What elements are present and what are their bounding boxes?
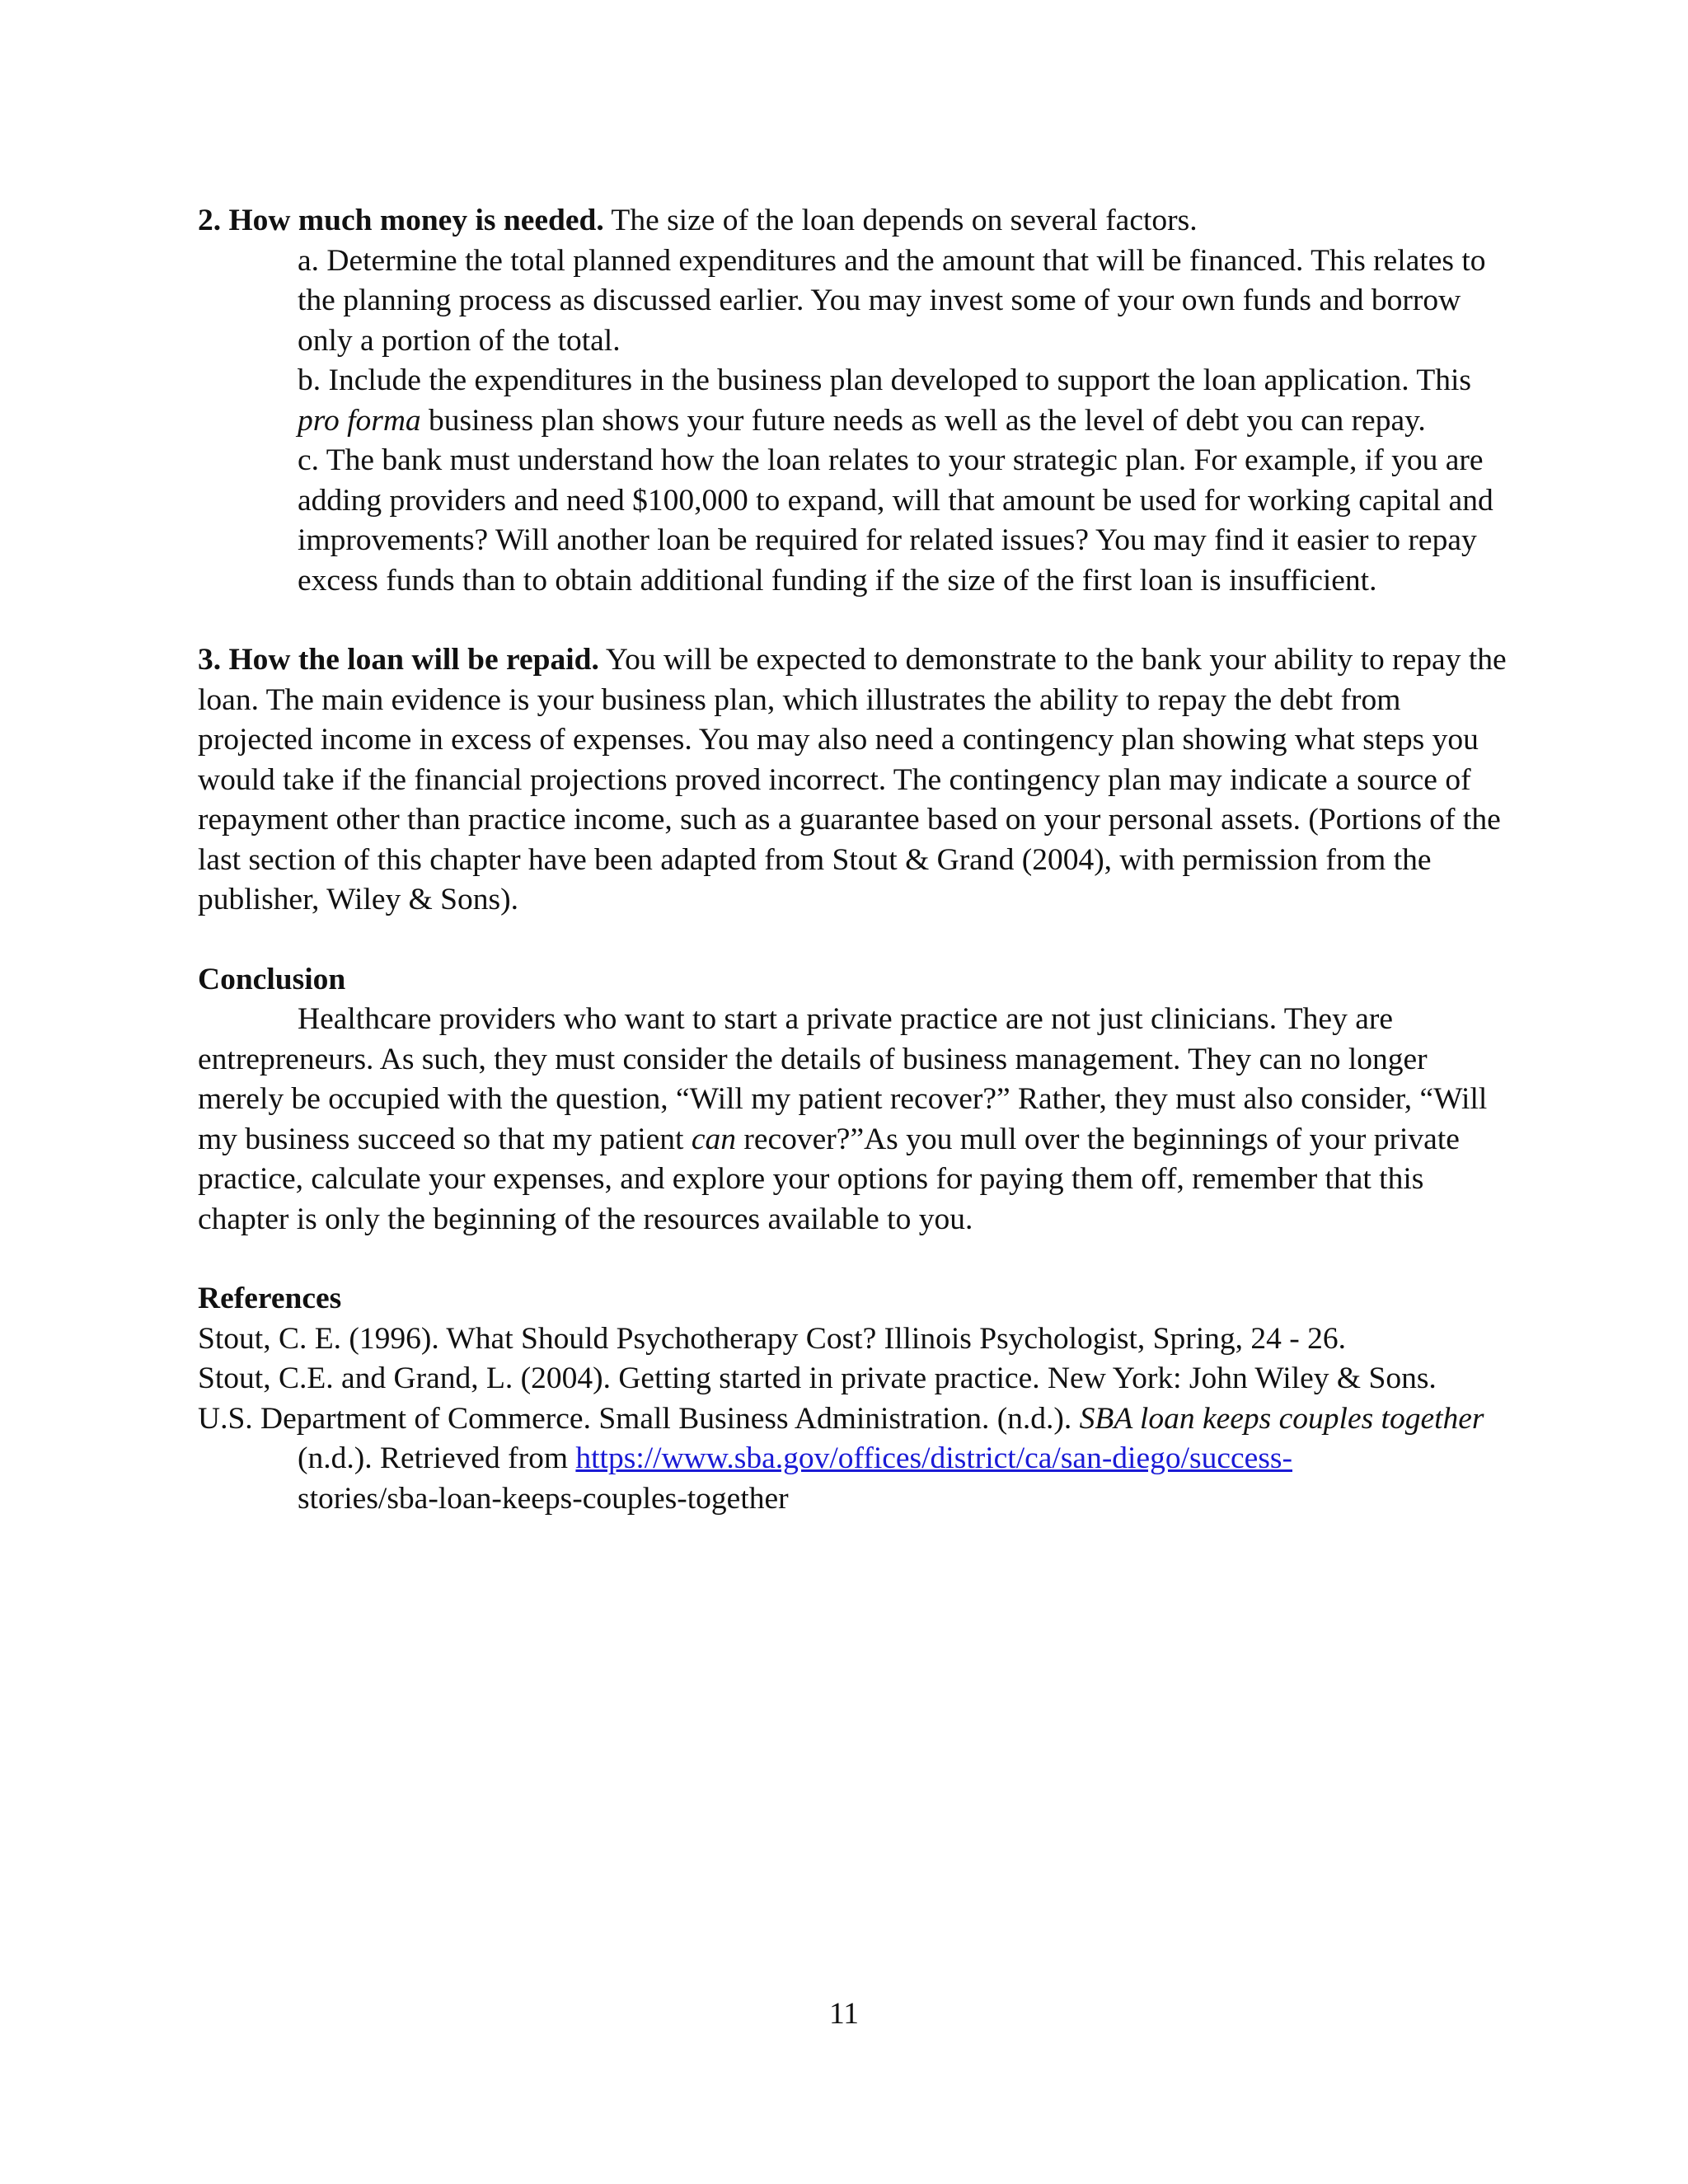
conclusion-text-end: recover?”As you mull over the beginnings of your private practice, calculate your expenses, and explore your options for paying them off, remember that this chapter is only the beginning of the resources available to you. <box>198 1122 1460 1236</box>
item-b-text-end: business plan shows your future needs as well as the level of debt you can repay. <box>420 403 1426 438</box>
section-2-intro <box>198 201 1517 241</box>
section-3-paragraph <box>198 640 1517 921</box>
reference-3-url-continuation: stories/sba-loan-keeps-couples-together <box>298 1481 789 1516</box>
page-content <box>198 201 1517 1519</box>
section-2-items <box>198 241 1517 602</box>
conclusion-paragraph <box>198 1000 1517 1240</box>
conclusion-heading: Conclusion <box>198 962 346 996</box>
section-2-item-a: a. Determine the total planned expenditures and the amount that will be financed. This relates to the planning process as discussed earlier. You may invest some of your own funds and borrow only a portion of the total. <box>298 243 1486 358</box>
item-b-text-start: b. Include the expenditures in the business plan developed to support the loan application. This <box>298 363 1471 397</box>
reference-3-text-middle: (n.d.). Retrieved from <box>298 1441 576 1475</box>
spacer <box>198 1240 1517 1279</box>
reference-3 <box>198 1399 1517 1520</box>
spacer <box>198 601 1517 640</box>
section-2-item-b <box>298 361 1517 441</box>
reference-3-italic-title: SBA loan keeps couples together <box>1079 1401 1484 1436</box>
reference-3-text-start: U.S. Department of Commerce. Small Business Administration. (n.d.). <box>198 1401 1080 1436</box>
section-3-body: You will be expected to demonstrate to the bank your ability to repay the loan. The main evidence is your business plan, which illustrates the ability to repay the debt from projected income in excess of expenses. You may also need a contingency plan showing what steps you would take if the financial projections proved incorrect. The contingency plan may indicate a source of repayment other than practice income, such as a guarantee based on your personal assets. (Portions of the last section of this chapter have been adapted from Stout & Grand (2004), with permission from the publisher, Wiley & Sons). <box>198 643 1507 916</box>
references-heading: References <box>198 1282 342 1315</box>
section-3-heading: 3. How the loan will be repaid. <box>198 643 599 677</box>
reference-1: Stout, C. E. (1996). What Should Psychotherapy Cost? Illinois Psychologist, Spring, 24 - 26. <box>198 1321 1347 1356</box>
reference-3-link[interactable]: https://www.sba.gov/offices/district/ca/san-diego/success- <box>575 1441 1292 1475</box>
section-2-item-c: c. The bank must understand how the loan relates to your strategic plan. For example, if you are adding providers and need $100,000 to expand, will that amount be used for working capital and improvements? Will another loan be required for related issues? You may find it easier to repay excess funds than to obtain additional funding if the size of the first loan is insufficient. <box>298 443 1493 598</box>
page-number: 11 <box>828 1997 860 2031</box>
conclusion-text-start: Healthcare providers who want to start a private practice are not just clinicians. They are entrepreneurs. As such, they must consider the details of business management. They can no longer merely be occupied with the question, “Will my patient recover?” Rather, they must also consider, “Will my business succeed so that my patient <box>198 1002 1488 1156</box>
reference-2: Stout, C.E. and Grand, L. (2004). Getting started in private practice. New York: John Wiley & Sons. <box>198 1361 1437 1395</box>
spacer <box>198 921 1517 960</box>
section-2-heading: 2. How much money is needed. <box>198 204 604 237</box>
section-2-intro-text: The size of the loan depends on several factors. <box>603 204 1198 237</box>
item-b-italic-term: pro forma <box>298 403 421 438</box>
conclusion-italic-word: can <box>691 1122 737 1156</box>
